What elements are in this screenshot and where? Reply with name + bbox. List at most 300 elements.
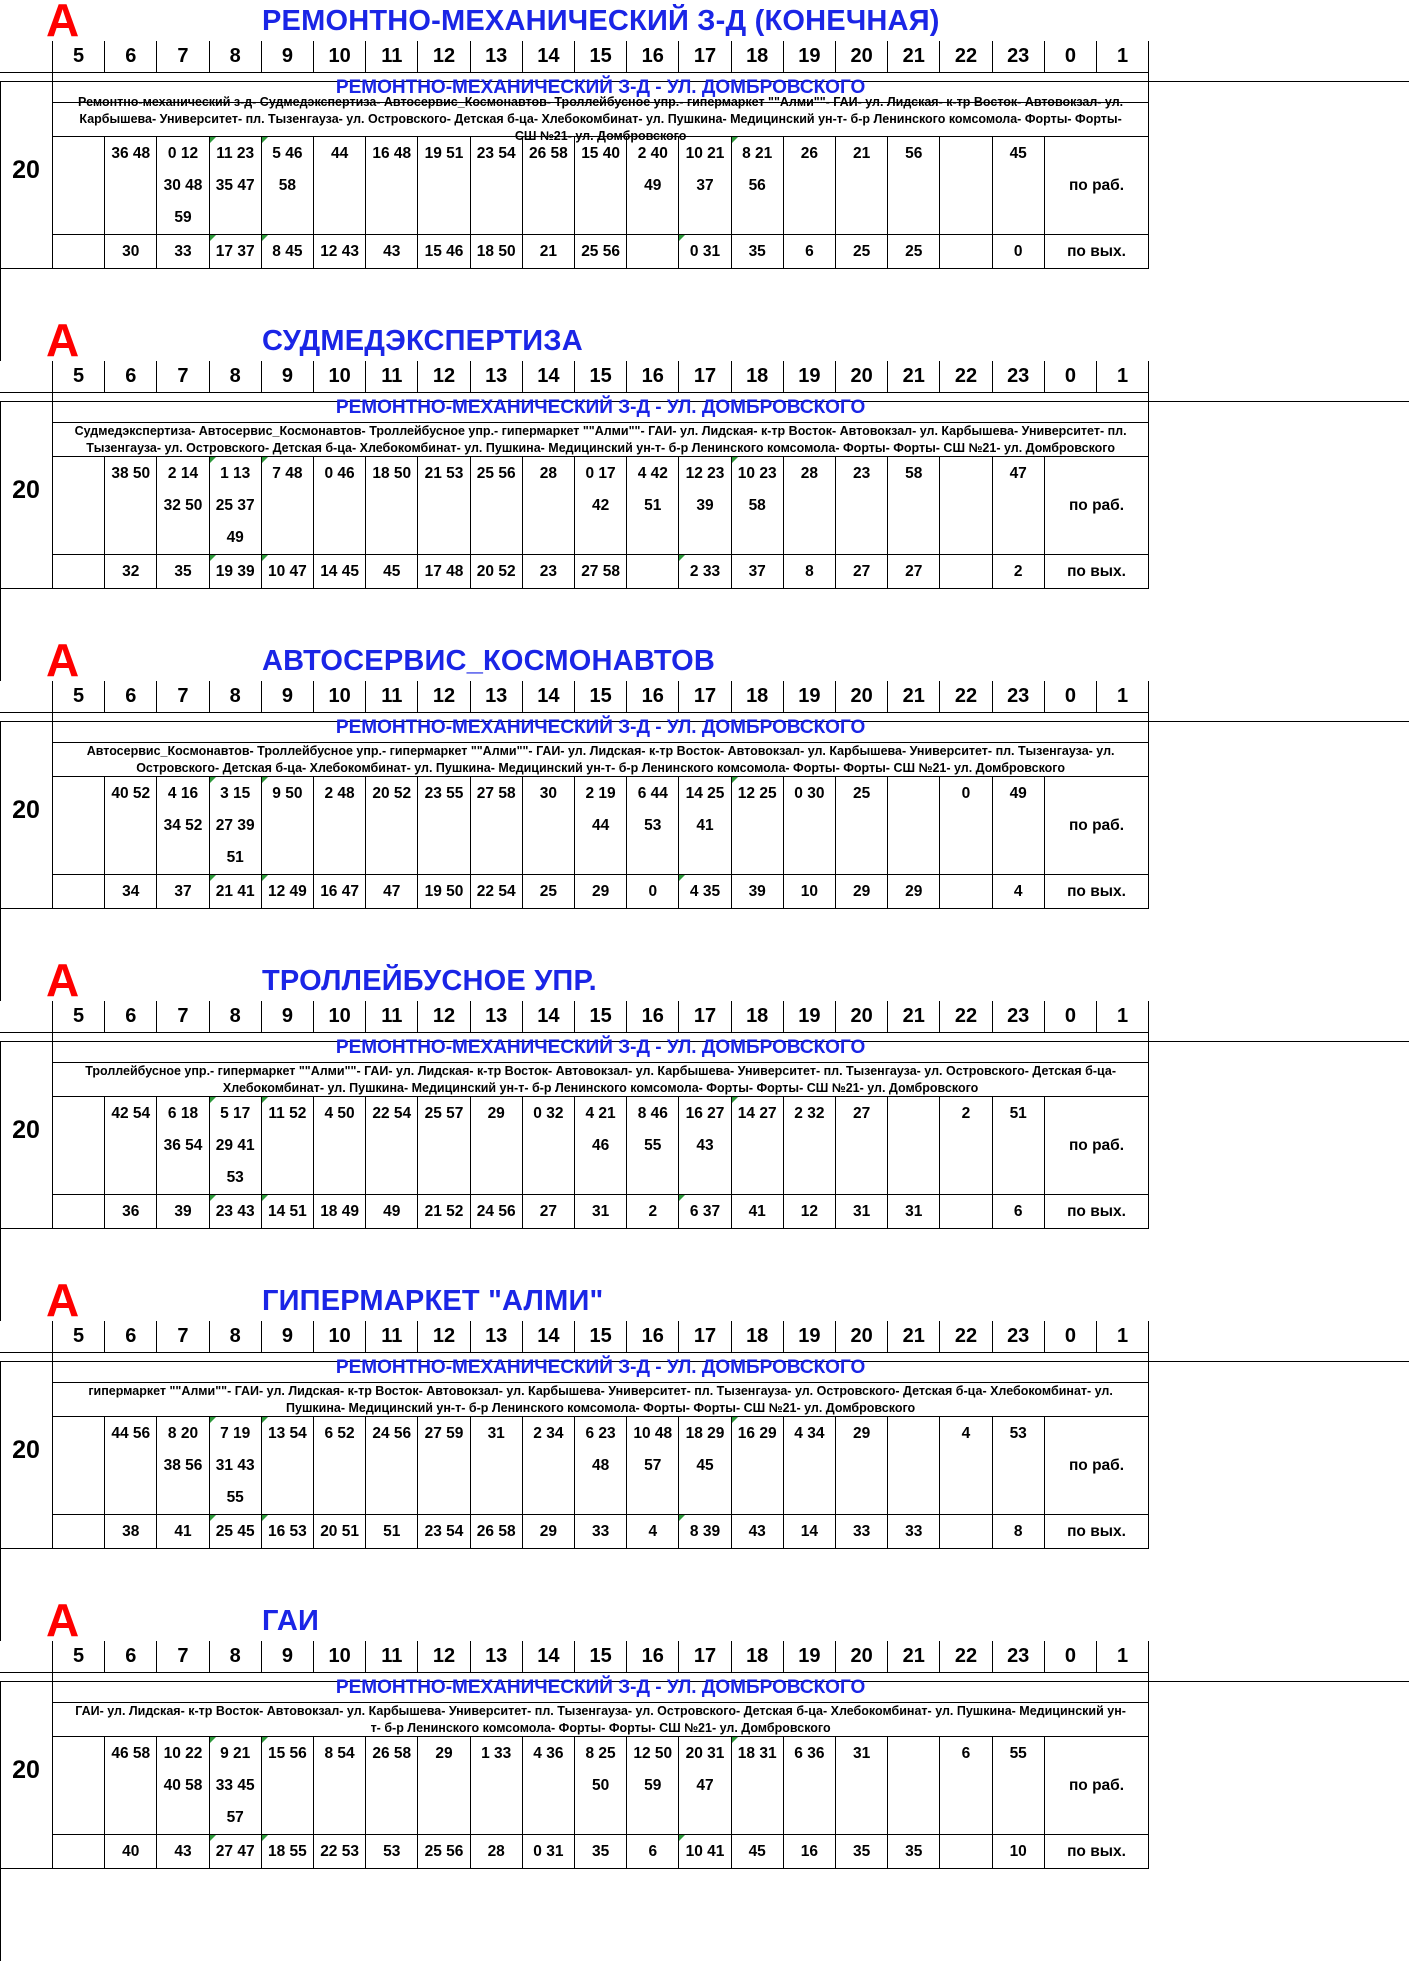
weekday-time-cell [366, 490, 418, 522]
weekday-time-cell: 25 56 [471, 457, 523, 490]
weekday-time-cell: 4 42 [627, 457, 679, 490]
weekday-time-cell [314, 810, 366, 842]
weekday-time-cell: 51 [627, 490, 679, 522]
weekday-time-cell: 15 56 [262, 1737, 314, 1770]
weekday-time-cell [105, 1450, 157, 1482]
weekend-time-cell: 36 [105, 1195, 157, 1229]
hour-header: 22 [940, 1321, 992, 1353]
hour-header: 20 [836, 1641, 888, 1673]
weekday-time-cell: 46 58 [105, 1737, 157, 1770]
weekday-time-cell: 10 22 [157, 1737, 209, 1770]
hour-header: 8 [210, 1641, 262, 1673]
hour-header: 0 [1045, 1321, 1097, 1353]
hour-header: 10 [314, 41, 366, 73]
weekend-time-cell: 39 [157, 1195, 209, 1229]
schedule-grid [0, 681, 1409, 961]
weekday-time-cell: 8 54 [314, 1737, 366, 1770]
route-path: ГАИ- ул. Лидская- к-тр Восток- Автовокзал- ул. Карбышева- Университет- пл. Тызенгауза- ул. Островского- Детская б-ца- Хлебокомбинат- ул. Пушкина- Медицинский ун-т- б-р Ленинского комсомола- Форты- Форты- СШ №21- ул. Домбровского [53, 1703, 1149, 1737]
weekday-time-cell [53, 137, 105, 170]
hour-header: 15 [575, 41, 627, 73]
weekday-time-cell [836, 170, 888, 202]
weekday-time-cell [993, 1482, 1045, 1515]
weekday-time-cell: 49 [210, 522, 262, 555]
stop-title: РЕМОНТНО-МЕХАНИЧЕСКИЙ З-Д (КОНЕЧНАЯ) [262, 5, 940, 37]
weekday-time-cell [418, 1162, 470, 1195]
weekend-time-cell: 41 [157, 1515, 209, 1549]
weekday-time-cell [314, 1802, 366, 1835]
weekday-time-cell: 2 19 [575, 777, 627, 810]
weekday-time-cell: 2 [940, 1097, 992, 1130]
weekday-time-cell: 39 [679, 490, 731, 522]
weekday-time-cell [53, 522, 105, 555]
weekday-time-cell [993, 1770, 1045, 1802]
weekday-time-cell [523, 1450, 575, 1482]
weekend-time-cell: 31 [836, 1195, 888, 1229]
weekday-time-cell: 13 54 [262, 1417, 314, 1450]
weekday-time-cell: 23 55 [418, 777, 470, 810]
weekday-time-cell [940, 1450, 992, 1482]
weekday-time-cell [53, 1482, 105, 1515]
hour-header: 11 [366, 41, 418, 73]
weekday-time-cell: 4 16 [157, 777, 209, 810]
weekend-time-cell: 4 [993, 875, 1045, 909]
weekday-time-cell [836, 1770, 888, 1802]
weekend-time-cell [940, 875, 992, 909]
weekend-time-cell: 0 [627, 875, 679, 909]
hour-header: 23 [993, 681, 1045, 713]
hour-header: 10 [314, 1321, 366, 1353]
weekday-time-cell [784, 1802, 836, 1835]
weekday-time-cell: 11 52 [262, 1097, 314, 1130]
hour-header: 19 [784, 1321, 836, 1353]
weekend-label: по вых. [1045, 235, 1149, 269]
weekday-time-cell: 16 48 [366, 137, 418, 170]
weekday-time-cell [366, 202, 418, 235]
hour-header: 6 [105, 41, 157, 73]
route-direction: РЕМОНТНО-МЕХАНИЧЕСКИЙ З-Д - УЛ. ДОМБРОВСКОГО [53, 1033, 1149, 1063]
weekend-time-cell: 0 31 [523, 1835, 575, 1869]
hour-header: 0 [1045, 361, 1097, 393]
weekend-time-cell: 18 55 [262, 1835, 314, 1869]
weekday-time-cell [940, 1770, 992, 1802]
weekend-time-cell [940, 555, 992, 589]
weekday-time-cell [262, 810, 314, 842]
weekday-time-cell [627, 1162, 679, 1195]
weekend-time-cell: 25 [888, 235, 940, 269]
weekend-time-cell: 45 [732, 1835, 784, 1869]
weekday-time-cell [993, 170, 1045, 202]
route-number: 20 [0, 1673, 53, 1869]
weekday-time-cell: 0 12 [157, 137, 209, 170]
weekday-time-cell [940, 137, 992, 170]
weekend-time-cell: 6 [627, 1835, 679, 1869]
weekday-time-cell: 45 [679, 1450, 731, 1482]
weekday-time-cell: 34 52 [157, 810, 209, 842]
weekday-time-cell [888, 842, 940, 875]
weekday-time-cell [523, 1130, 575, 1162]
weekend-time-cell: 17 48 [418, 555, 470, 589]
hour-header: 21 [888, 1641, 940, 1673]
weekend-time-cell [53, 1515, 105, 1549]
weekday-time-cell: 11 23 [210, 137, 262, 170]
hour-header: 5 [53, 681, 105, 713]
weekday-time-cell [940, 842, 992, 875]
hour-header: 23 [993, 41, 1045, 73]
hour-header: 14 [523, 1641, 575, 1673]
stop-section [0, 634, 1409, 961]
hour-header: 17 [679, 681, 731, 713]
hour-header: 5 [53, 361, 105, 393]
weekday-time-cell [53, 490, 105, 522]
weekday-time-cell [784, 170, 836, 202]
weekday-time-cell [53, 777, 105, 810]
weekday-time-cell [105, 1802, 157, 1835]
weekday-time-cell [888, 1162, 940, 1195]
route-number: 20 [0, 1353, 53, 1549]
weekend-time-cell: 41 [732, 1195, 784, 1229]
weekday-time-cell [836, 1482, 888, 1515]
hour-corner-cell [0, 361, 53, 393]
hour-header: 10 [314, 361, 366, 393]
weekday-time-cell: 5 17 [210, 1097, 262, 1130]
weekend-time-cell: 27 [523, 1195, 575, 1229]
weekend-time-cell: 0 [993, 235, 1045, 269]
weekday-time-cell [732, 1450, 784, 1482]
weekday-time-cell [993, 1130, 1045, 1162]
weekday-time-cell [157, 1482, 209, 1515]
weekday-time-cell [53, 1130, 105, 1162]
weekday-time-cell: 1 13 [210, 457, 262, 490]
weekend-time-cell: 18 49 [314, 1195, 366, 1229]
bus-letter-icon: А [46, 314, 80, 366]
weekday-time-cell [314, 522, 366, 555]
weekday-time-cell [784, 490, 836, 522]
weekday-time-cell [262, 522, 314, 555]
weekend-time-cell: 35 [157, 555, 209, 589]
weekday-time-cell: 6 [940, 1737, 992, 1770]
hour-header: 22 [940, 1641, 992, 1673]
hour-header: 8 [210, 1321, 262, 1353]
weekday-time-cell [523, 1770, 575, 1802]
weekday-time-cell: 2 14 [157, 457, 209, 490]
hour-header: 5 [53, 1321, 105, 1353]
weekday-time-cell: 55 [627, 1130, 679, 1162]
hour-header: 23 [993, 1001, 1045, 1033]
weekday-time-cell: 1 33 [471, 1737, 523, 1770]
weekday-label: по раб. [1045, 137, 1149, 235]
weekday-time-cell: 4 34 [784, 1417, 836, 1450]
weekday-time-cell: 51 [993, 1097, 1045, 1130]
weekday-time-cell: 16 27 [679, 1097, 731, 1130]
weekend-time-cell [627, 235, 679, 269]
weekday-time-cell: 58 [888, 457, 940, 490]
weekday-time-cell: 27 [836, 1097, 888, 1130]
weekend-time-cell: 40 [105, 1835, 157, 1869]
weekday-time-cell: 50 [575, 1770, 627, 1802]
weekday-time-cell: 12 50 [627, 1737, 679, 1770]
weekday-time-cell [732, 1770, 784, 1802]
hour-header: 14 [523, 361, 575, 393]
weekday-time-cell [993, 522, 1045, 555]
weekday-time-cell [888, 1097, 940, 1130]
weekend-time-cell [940, 235, 992, 269]
hour-header: 20 [836, 681, 888, 713]
hour-corner-cell [0, 1321, 53, 1353]
hour-header: 17 [679, 1001, 731, 1033]
hour-header: 5 [53, 1641, 105, 1673]
weekday-label: по раб. [1045, 777, 1149, 875]
hour-header: 17 [679, 1321, 731, 1353]
weekend-time-cell: 25 [836, 235, 888, 269]
weekend-time-cell: 33 [575, 1515, 627, 1549]
hour-header: 21 [888, 1321, 940, 1353]
weekday-time-cell [784, 1162, 836, 1195]
weekday-time-cell [836, 490, 888, 522]
hour-header: 21 [888, 361, 940, 393]
weekend-time-cell: 39 [732, 875, 784, 909]
weekend-time-cell: 10 47 [262, 555, 314, 589]
hour-header: 18 [732, 361, 784, 393]
weekday-time-cell: 42 54 [105, 1097, 157, 1130]
route-number: 20 [0, 73, 53, 269]
weekend-time-cell: 21 52 [418, 1195, 470, 1229]
weekday-time-cell [732, 810, 784, 842]
weekday-time-cell: 0 17 [575, 457, 627, 490]
stop-title: СУДМЕДЭКСПЕРТИЗА [262, 325, 583, 357]
weekday-time-cell [523, 810, 575, 842]
hour-header: 7 [157, 361, 209, 393]
weekend-time-cell: 35 [836, 1835, 888, 1869]
weekday-time-cell: 5 46 [262, 137, 314, 170]
hour-header: 1 [1097, 681, 1149, 713]
hour-header: 20 [836, 361, 888, 393]
weekday-time-cell: 25 37 [210, 490, 262, 522]
weekday-time-cell: 29 [836, 1417, 888, 1450]
weekday-time-cell [418, 202, 470, 235]
weekday-time-cell: 9 50 [262, 777, 314, 810]
hour-header: 11 [366, 361, 418, 393]
weekday-time-cell [314, 202, 366, 235]
weekend-time-cell: 16 53 [262, 1515, 314, 1549]
weekday-time-cell: 47 [679, 1770, 731, 1802]
weekday-time-cell: 38 50 [105, 457, 157, 490]
hour-header: 7 [157, 41, 209, 73]
weekday-time-cell: 37 [679, 170, 731, 202]
weekday-time-cell [627, 522, 679, 555]
weekday-time-cell [366, 1450, 418, 1482]
weekday-time-cell [366, 1802, 418, 1835]
hour-header: 23 [993, 1641, 1045, 1673]
bus-letter-icon: А [46, 0, 80, 46]
weekday-time-cell [888, 1802, 940, 1835]
weekend-time-cell: 8 45 [262, 235, 314, 269]
hour-header: 20 [836, 1321, 888, 1353]
weekend-time-cell: 2 [993, 555, 1045, 589]
weekday-time-cell [575, 842, 627, 875]
weekday-time-cell [784, 810, 836, 842]
weekday-time-cell [993, 1802, 1045, 1835]
weekday-time-cell: 27 58 [471, 777, 523, 810]
weekday-time-cell: 10 21 [679, 137, 731, 170]
weekday-time-cell [679, 1162, 731, 1195]
hour-header: 10 [314, 681, 366, 713]
weekday-time-cell [53, 810, 105, 842]
hour-header: 7 [157, 681, 209, 713]
hour-header: 6 [105, 1321, 157, 1353]
weekday-time-cell [679, 522, 731, 555]
weekday-time-cell: 2 48 [314, 777, 366, 810]
hour-header: 0 [1045, 1641, 1097, 1673]
weekday-time-cell: 59 [157, 202, 209, 235]
hour-header: 9 [262, 681, 314, 713]
weekday-time-cell: 58 [262, 170, 314, 202]
hour-header: 0 [1045, 41, 1097, 73]
weekday-time-cell [418, 1802, 470, 1835]
hour-header: 13 [471, 41, 523, 73]
stop-header [0, 634, 1409, 686]
weekday-time-cell [575, 170, 627, 202]
weekday-time-cell [314, 170, 366, 202]
hour-header: 22 [940, 1001, 992, 1033]
weekday-time-cell [262, 1130, 314, 1162]
hour-header: 16 [627, 681, 679, 713]
hour-header: 14 [523, 1001, 575, 1033]
weekday-time-cell [418, 842, 470, 875]
weekend-time-cell: 27 [836, 555, 888, 589]
weekday-time-cell: 44 56 [105, 1417, 157, 1450]
weekend-time-cell: 53 [366, 1835, 418, 1869]
weekday-time-cell [523, 170, 575, 202]
weekday-time-cell [53, 1450, 105, 1482]
hour-header: 17 [679, 361, 731, 393]
weekday-time-cell [784, 202, 836, 235]
weekend-time-cell: 29 [888, 875, 940, 909]
weekend-time-cell: 22 54 [471, 875, 523, 909]
weekend-time-cell: 23 [523, 555, 575, 589]
hour-header: 12 [418, 1641, 470, 1673]
weekday-time-cell [888, 1450, 940, 1482]
weekend-time-cell: 6 [784, 235, 836, 269]
weekend-time-cell: 35 [888, 1835, 940, 1869]
weekday-time-cell: 51 [210, 842, 262, 875]
hour-header: 19 [784, 1641, 836, 1673]
weekday-time-cell [888, 1482, 940, 1515]
weekday-time-cell [471, 1482, 523, 1515]
weekday-time-cell: 0 46 [314, 457, 366, 490]
weekend-time-cell [627, 555, 679, 589]
hour-header: 7 [157, 1321, 209, 1353]
weekday-time-cell: 28 [784, 457, 836, 490]
weekday-time-cell [418, 1450, 470, 1482]
weekend-time-cell: 27 [888, 555, 940, 589]
weekday-time-cell: 53 [627, 810, 679, 842]
weekday-time-cell [314, 1770, 366, 1802]
weekend-time-cell: 35 [575, 1835, 627, 1869]
weekday-time-cell [314, 1130, 366, 1162]
weekend-time-cell: 34 [105, 875, 157, 909]
weekday-time-cell: 6 23 [575, 1417, 627, 1450]
weekday-time-cell: 25 57 [418, 1097, 470, 1130]
weekday-time-cell [940, 170, 992, 202]
hour-header: 18 [732, 681, 784, 713]
weekday-time-cell [784, 1450, 836, 1482]
weekday-time-cell: 36 48 [105, 137, 157, 170]
weekday-time-cell [627, 1482, 679, 1515]
weekday-time-cell [888, 202, 940, 235]
weekday-time-cell [105, 1482, 157, 1515]
weekday-time-cell: 16 29 [732, 1417, 784, 1450]
weekday-time-cell [471, 1802, 523, 1835]
weekend-time-cell: 38 [105, 1515, 157, 1549]
hour-header: 9 [262, 1641, 314, 1673]
hour-header: 16 [627, 361, 679, 393]
weekday-time-cell: 26 [784, 137, 836, 170]
weekday-time-cell [784, 1770, 836, 1802]
weekend-time-cell: 43 [157, 1835, 209, 1869]
hour-header: 22 [940, 41, 992, 73]
weekend-time-cell: 25 56 [575, 235, 627, 269]
weekday-time-cell [940, 1130, 992, 1162]
weekday-time-cell [471, 1450, 523, 1482]
weekday-time-cell [471, 202, 523, 235]
weekday-time-cell [784, 842, 836, 875]
weekday-time-cell: 27 59 [418, 1417, 470, 1450]
weekday-time-cell [940, 1802, 992, 1835]
weekday-time-cell: 35 47 [210, 170, 262, 202]
weekend-time-cell: 25 45 [210, 1515, 262, 1549]
weekday-time-cell: 0 30 [784, 777, 836, 810]
weekend-time-cell: 8 39 [679, 1515, 731, 1549]
weekday-time-cell: 4 [940, 1417, 992, 1450]
hour-header: 11 [366, 681, 418, 713]
weekday-time-cell: 36 54 [157, 1130, 209, 1162]
weekday-time-cell: 7 19 [210, 1417, 262, 1450]
weekday-time-cell [627, 202, 679, 235]
weekday-time-cell: 15 40 [575, 137, 627, 170]
route-number: 20 [0, 713, 53, 909]
weekend-time-cell: 37 [732, 555, 784, 589]
weekday-time-cell: 6 18 [157, 1097, 209, 1130]
weekday-time-cell [993, 810, 1045, 842]
weekend-time-cell: 21 41 [210, 875, 262, 909]
hour-header: 15 [575, 1641, 627, 1673]
hour-header: 13 [471, 1001, 523, 1033]
weekday-time-cell [262, 490, 314, 522]
hour-header: 6 [105, 681, 157, 713]
weekday-time-cell [679, 842, 731, 875]
weekday-time-cell: 29 [471, 1097, 523, 1130]
weekend-time-cell: 12 43 [314, 235, 366, 269]
weekday-time-cell [314, 1450, 366, 1482]
hour-header: 18 [732, 1641, 784, 1673]
hour-header: 6 [105, 1001, 157, 1033]
weekday-time-cell: 32 50 [157, 490, 209, 522]
weekday-time-cell [993, 1162, 1045, 1195]
weekend-time-cell: 19 39 [210, 555, 262, 589]
stop-section [0, 1274, 1409, 1601]
weekday-time-cell: 31 43 [210, 1450, 262, 1482]
hour-header: 9 [262, 361, 314, 393]
weekend-time-cell: 24 56 [471, 1195, 523, 1229]
hour-header: 9 [262, 1001, 314, 1033]
weekday-time-cell [262, 1162, 314, 1195]
hour-header: 13 [471, 1641, 523, 1673]
weekday-time-cell [784, 1130, 836, 1162]
weekday-time-cell: 24 56 [366, 1417, 418, 1450]
weekday-time-cell [523, 1482, 575, 1515]
weekend-time-cell: 51 [366, 1515, 418, 1549]
weekend-time-cell: 27 47 [210, 1835, 262, 1869]
